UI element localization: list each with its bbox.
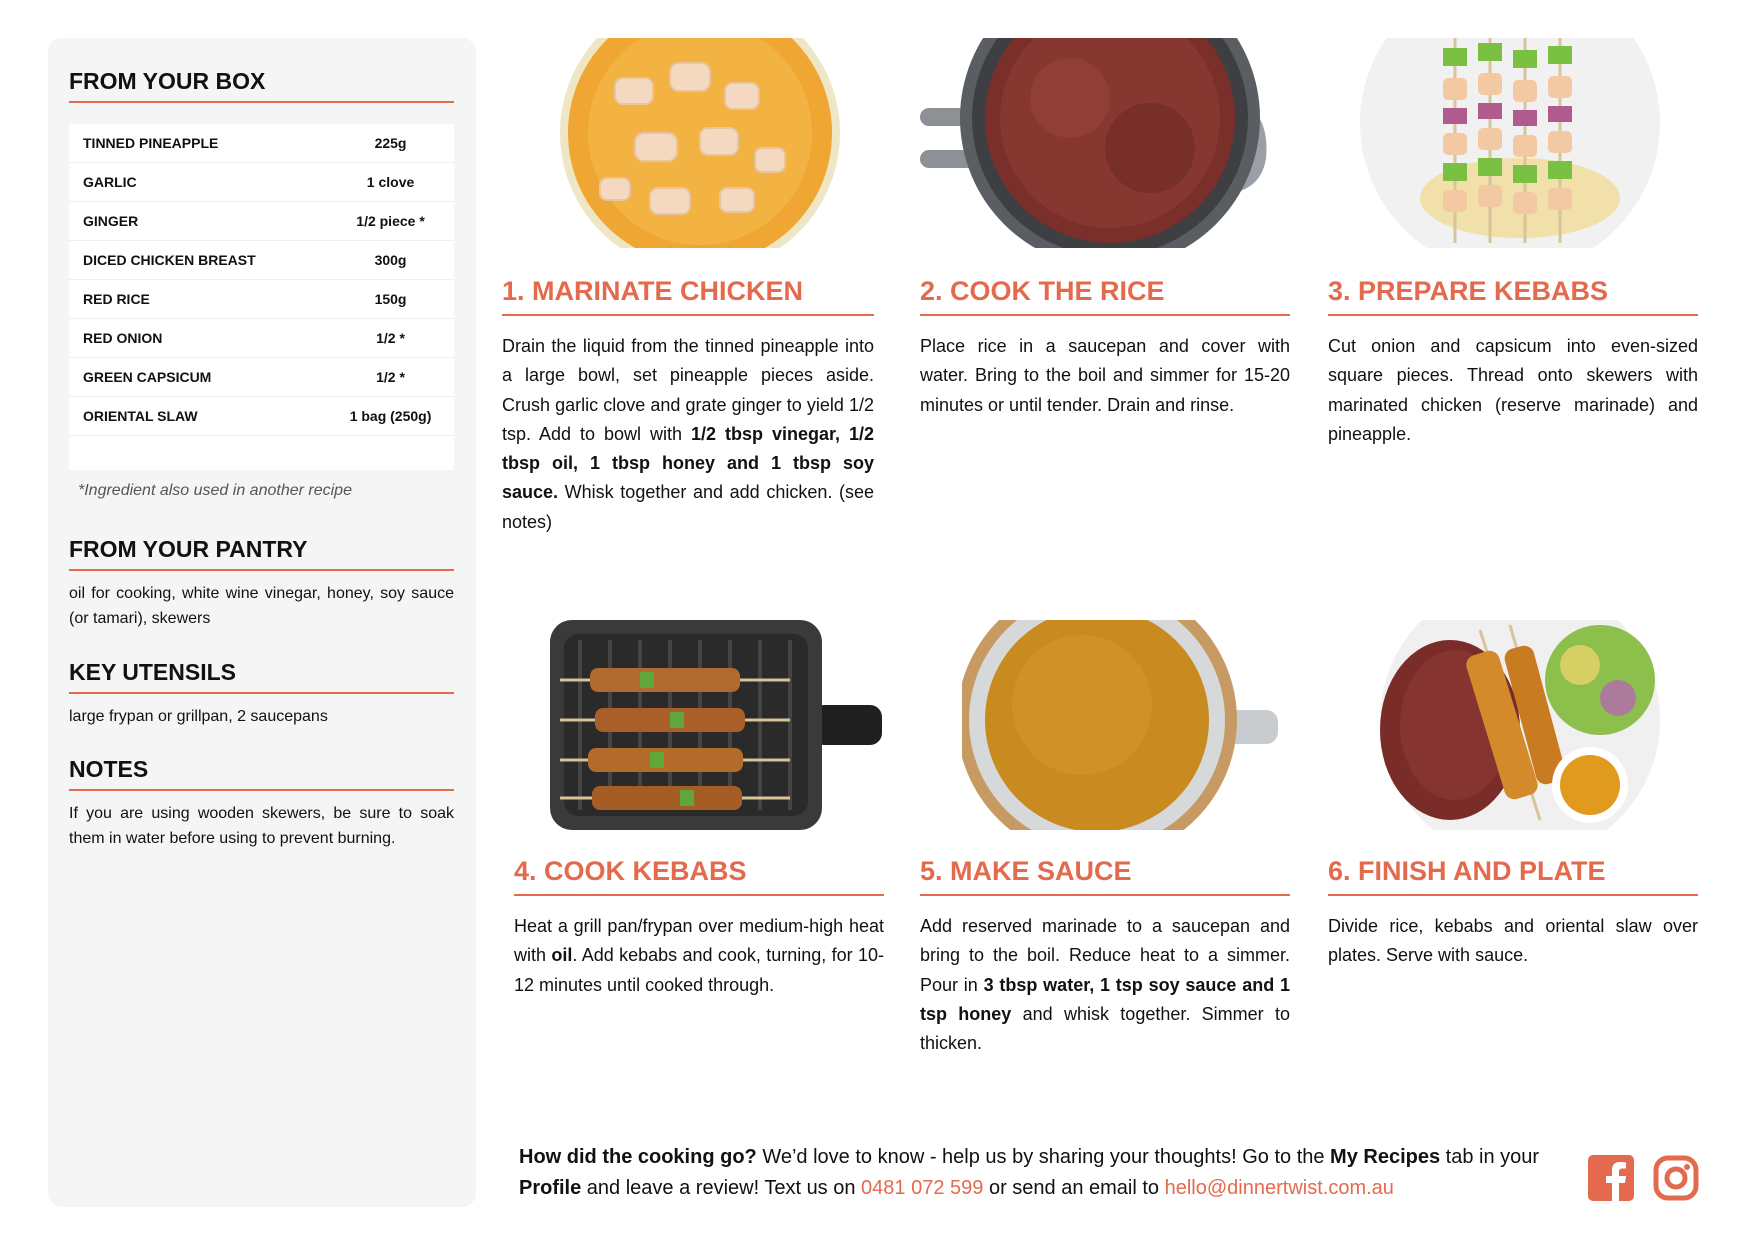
step-4-title: 4. COOK KEBABS <box>514 856 884 896</box>
ingredient-row <box>69 358 454 397</box>
ingredient-row <box>69 319 454 358</box>
pantry-heading: FROM YOUR PANTRY <box>69 536 454 571</box>
pantry-text: oil for cooking, white wine vinegar, honey, soy sauce (or tamari), skewers <box>69 585 454 627</box>
instagram-icon[interactable] <box>1653 1155 1699 1201</box>
step-4-text: Heat a grill pan/frypan over medium-high heat with oil. Add kebabs and cook, turning, for 10-12 minutes until cooked through. <box>514 916 884 995</box>
ingredient-qty: 1/2 piece * <box>356 213 425 229</box>
phone-link[interactable]: 0481 072 599 <box>861 1177 984 1199</box>
step-2-title: 2. COOK THE RICE <box>920 276 1290 316</box>
ingredient-name: RED RICE <box>83 291 150 307</box>
ingredient-name: GINGER <box>83 213 139 229</box>
ingredient-name: ORIENTAL SLAW <box>83 408 198 424</box>
ingredient-row <box>69 397 454 436</box>
utensils-text: large frypan or grillpan, 2 saucepans <box>69 708 328 725</box>
step-6-text: Divide rice, kebabs and oriental slaw over plates. Serve with sauce. <box>1328 916 1698 966</box>
notes-text: If you are using wooden skewers, be sure to soak them in water before using to prevent burning. <box>69 805 454 847</box>
step-1-text: Drain the liquid from the tinned pineapple into a large bowl, set pineapple pieces aside. Crush garlic clove and grate ginger to yield 1/2 tsp. Add to bowl with 1/2 tbsp vinegar, 1/2 tbsp oil, 1 tbsp honey and 1 tbsp soy sauce. Whisk together and add chicken. (see notes) <box>502 336 874 532</box>
ingredient-row <box>69 163 454 202</box>
ingredient-name: RED ONION <box>83 330 163 346</box>
marinade-bowl-image <box>560 38 882 248</box>
step-1-title: 1. MARINATE CHICKEN <box>502 276 874 316</box>
plated-dish-image <box>1360 620 1678 830</box>
email-link[interactable]: hello@dinnertwist.com.au <box>1164 1177 1394 1199</box>
step-5-text: Add reserved marinade to a saucepan and bring to the boil. Reduce heat to a simmer. Pour in 3 tbsp water, 1 tsp soy sauce and 1 tsp honey and whisk together. Simmer to thicken. <box>920 916 1290 1054</box>
ingredient-qty: 1/2 * <box>376 330 405 346</box>
ingredient-name: TINNED PINEAPPLE <box>83 135 219 151</box>
sauce-pan-image <box>962 620 1278 830</box>
utensils-heading: KEY UTENSILS <box>69 659 454 694</box>
ingredient-qty: 225g <box>374 135 407 151</box>
rice-strainer-image <box>920 38 1278 248</box>
ingredient-qty: 150g <box>374 291 407 307</box>
box-heading: FROM YOUR BOX <box>69 68 454 103</box>
ingredient-name: GREEN CAPSICUM <box>83 369 212 385</box>
ingredient-footnote: *Ingredient also used in another recipe <box>78 482 352 499</box>
ingredient-row <box>69 124 454 163</box>
ingredients-panel <box>48 38 476 1207</box>
notes-heading: NOTES <box>69 756 454 791</box>
step-3-title: 3. PREPARE KEBABS <box>1328 276 1698 316</box>
ingredient-name: GARLIC <box>83 174 137 190</box>
feedback-footer: How did the cooking go? We’d love to know - help us by sharing your thoughts! Go to the My Recipes tab in your Profile and leave a review! Text us on 0481 072 599 or send an email to hello@dinnertwist.com.au <box>519 1146 1540 1199</box>
raw-kebabs-image <box>1345 38 1685 248</box>
ingredient-name: DICED CHICKEN BREAST <box>83 252 256 268</box>
ingredient-row <box>69 280 454 319</box>
ingredient-qty: 1 bag (250g) <box>349 408 432 424</box>
step-6-title: 6. FINISH AND PLATE <box>1328 856 1698 896</box>
ingredient-qty: 300g <box>374 252 407 268</box>
step-5-title: 5. MAKE SAUCE <box>920 856 1290 896</box>
grill-pan-image <box>550 620 882 830</box>
facebook-icon[interactable] <box>1588 1155 1634 1201</box>
ingredient-qty: 1 clove <box>366 174 415 190</box>
ingredient-row <box>69 241 454 280</box>
ingredients-table <box>69 124 454 470</box>
step-2-text: Place rice in a saucepan and cover with water. Bring to the boil and simmer for 15-20 minutes or until tender. Drain and rinse. <box>920 336 1290 415</box>
ingredient-qty: 1/2 * <box>376 369 405 385</box>
step-3-text: Cut onion and capsicum into even-sized square pieces. Thread onto skewers with marinated chicken (reserve marinade) and pineapple. <box>1328 336 1698 444</box>
ingredient-row <box>69 202 454 241</box>
